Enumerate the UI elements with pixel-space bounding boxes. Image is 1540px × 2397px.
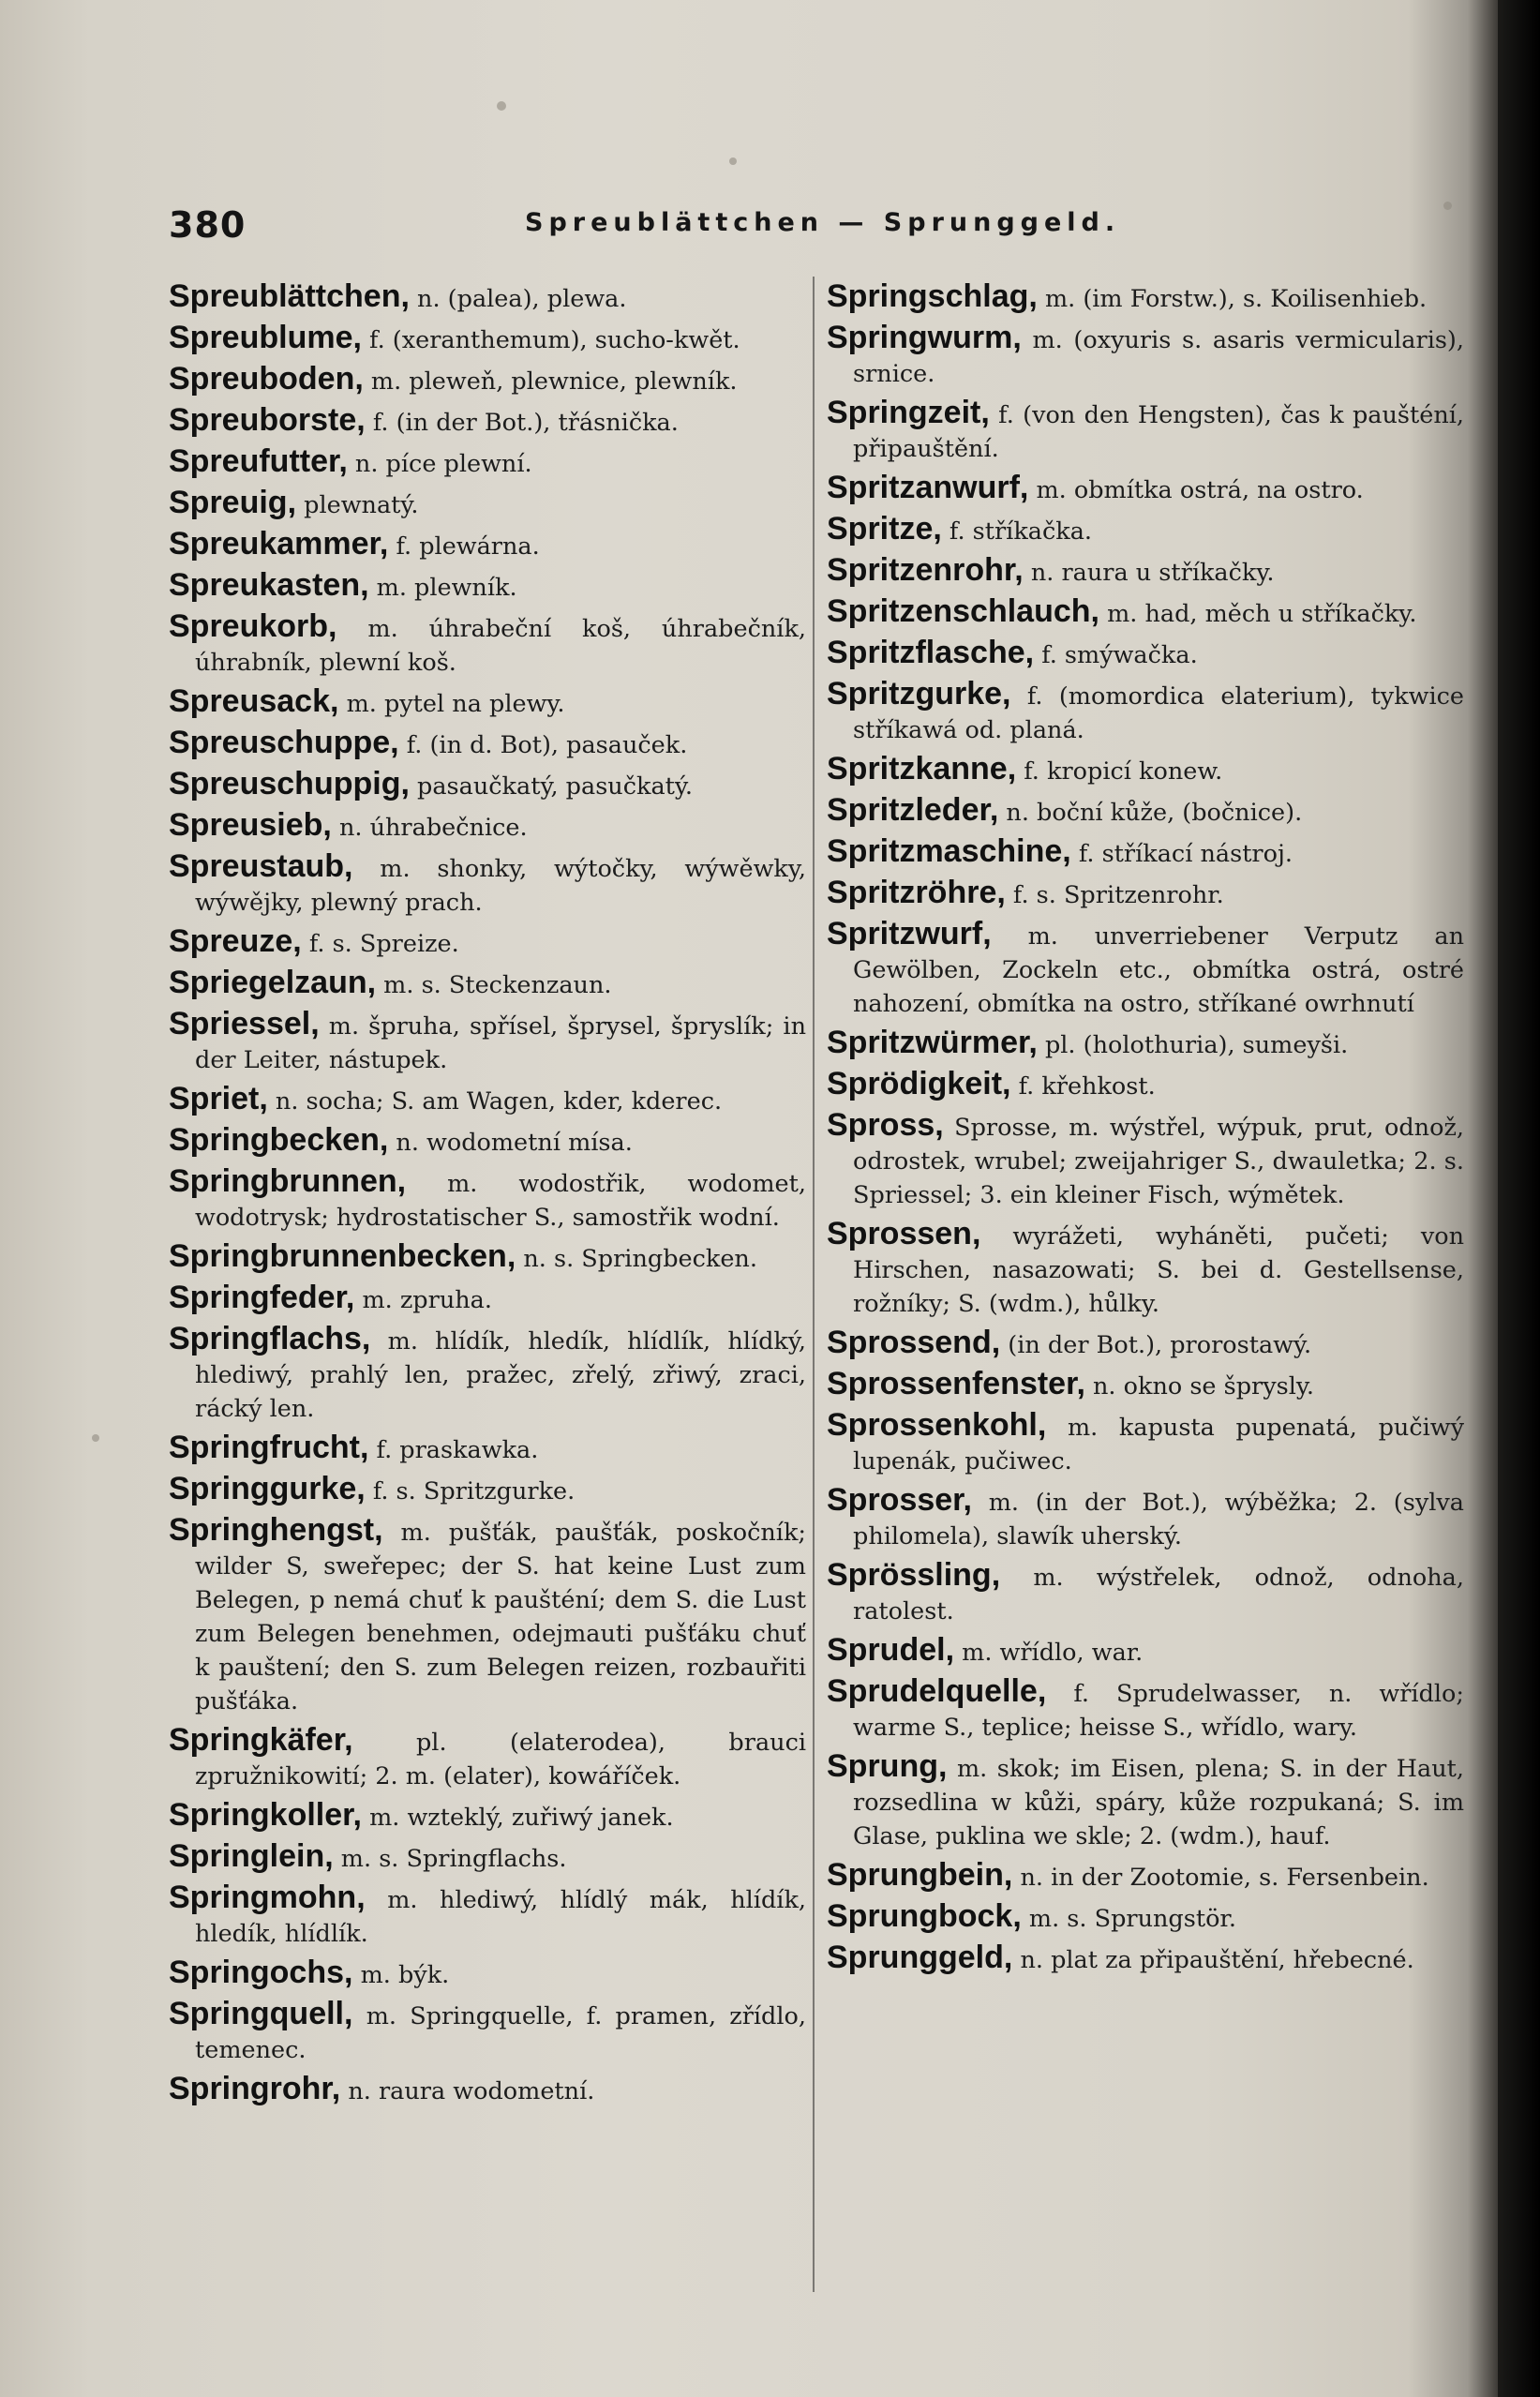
entry-definition: Sprosse, m. wýstřel, wýpuk, prut, odnož, odrostek, wrubel; zweijahriger S., dwauletka; 2. s. Spriessel; 3. ein kleiner Fisch, wýmětek. [853,1114,1465,1209]
entry-headword: Springbecken, [169,1122,389,1158]
entry-definition: m. s. Sprungstör. [1028,1905,1236,1933]
dictionary-entry [169,1880,806,1951]
entry-definition: f. s. Spreize. [308,930,459,958]
entry-headword: Sprunggeld, [827,1940,1013,1975]
dictionary-entry [169,568,806,605]
entry-definition: plewnatý. [304,491,419,519]
entry-definition: m. kapusta pupenatá, pučiwý lupenák, pučiwec. [853,1414,1464,1476]
entry-definition: f. (xeranthemum), sucho-kwět. [369,326,740,354]
dictionary-entry [169,279,806,316]
entry-headword: Spritzmaschine, [827,833,1071,869]
dictionary-entry [827,1026,1464,1062]
entry-definition: m. úhrabeční koš, úhrabečník, úhrabník, plewní koš. [195,615,807,677]
entry-headword: Spreuze, [169,923,302,959]
entry-headword: Springochs, [169,1955,353,1990]
entry-headword: Spreuschuppe, [169,725,399,760]
entry-headword: Spritzflasche, [827,635,1035,670]
entry-definition: n. wodometní mísa. [396,1129,633,1157]
entry-definition: n. úhrabečnice. [338,814,528,842]
entry-definition: m. pytel na plewy. [346,690,565,718]
entry-headword: Springbrunnenbecken, [169,1238,516,1274]
entry-definition: m. hlediwý, hlídlý mák, hlídík, hledík, hlídlík. [195,1886,807,1948]
column-divider [813,277,815,2292]
dictionary-entry [827,1858,1464,1895]
entry-headword: Spritzenschlauch, [827,593,1099,629]
dictionary-entry [169,1239,806,1276]
dictionary-entry [827,321,1464,391]
dictionary-entry [169,808,806,845]
entry-headword: Sprung, [827,1748,948,1784]
entry-headword: Spreuborste, [169,402,366,438]
entry-definition: f. (in der Bot.), třásnička. [372,409,679,437]
entry-headword: Sprungbock, [827,1898,1022,1934]
entry-definition: m. (im Forstw.), s. Koilisenhieb. [1044,285,1428,313]
dictionary-entry [169,684,806,721]
dictionary-entry [827,1674,1464,1745]
entry-headword: Spritzkanne, [827,751,1017,787]
entry-headword: Spriessel, [169,1006,320,1041]
entry-headword: Spreusack, [169,683,339,719]
entry-headword: Sprosser, [827,1482,972,1518]
entry-definition: f. stříkací nástroj. [1078,840,1293,868]
right-column [827,279,1464,1982]
dictionary-entry [827,1483,1464,1553]
entry-headword: Springbrunnen, [169,1163,407,1199]
dictionary-entry [169,1997,806,2067]
dictionary-entry [169,1839,806,1876]
entry-definition: n. socha; S. am Wagen, kder, kderec. [275,1087,723,1116]
dictionary-entry [827,1326,1464,1362]
entry-definition: n. (palea), plewa. [417,285,627,313]
entry-definition: m. wodostřik, wodomet, wodotrysk; hydrostatischer S., samostřik wodní. [195,1170,806,1232]
entry-headword: Spreuig, [169,485,297,520]
paper-speck [92,1434,99,1442]
entry-headword: Sprossenkohl, [827,1407,1047,1443]
dictionary-entry [169,403,806,440]
dictionary-entry [169,726,806,762]
entry-headword: Springhengst, [169,1512,383,1548]
entry-headword: Spreusieb, [169,807,332,843]
dictionary-entry [169,1007,806,1077]
paper-speck [1443,202,1452,210]
entry-definition: f. (momordica elaterium), tykwice stříkawá od. planá. [853,682,1465,744]
page-number: 380 [169,204,247,246]
entry-definition: f. praskawka. [376,1436,539,1464]
entry-definition: m. hlídík, hledík, hlídlík, hlídký, hlediwý, prahlý len, pražec, zřelý, zřiwý, zraci, rácký len. [195,1327,806,1423]
entry-definition: m. s. Steckenzaun. [383,971,612,999]
entry-headword: Sprössling, [827,1557,1001,1593]
entry-headword: Spreuschuppig, [169,766,410,801]
dictionary-entry [827,594,1464,631]
entry-headword: Springwurm, [827,320,1022,355]
entry-headword: Sprungbein, [827,1857,1013,1893]
dictionary-entry [827,1367,1464,1403]
entry-headword: Spritzleder, [827,792,999,828]
entry-definition: n. okno se šprysly. [1093,1372,1314,1401]
entry-definition: m. (in der Bot.), wýběžka; 2. (sylva philomela), slawík uherský. [853,1489,1464,1551]
entry-headword: Spritzröhre, [827,875,1006,910]
entry-definition: m. pušťák, paušťák, poskočník; wilder S, sweřepec; der S. hat keine Lust zum Belegen, p nemá chuť k paušténí; dem S. die Lust zum Belegen benehmen, odejmauti pušťáku chuť k pauštení; den S. zum Belegen reizen, rozbauřiti pušťáka. [195,1519,806,1715]
entry-definition: f. plewárna. [396,532,540,561]
entry-definition: m. pleweň, plewnice, plewník. [370,367,738,396]
entry-headword: Springzeit, [827,395,990,430]
dictionary-entry [827,677,1464,747]
dictionary-entry [827,1899,1464,1936]
entry-definition: m. skok; im Eisen, plena; S. in der Haut, rozsedlina w kůži, spáry, kůže rozpukaná; S. im Glase, puklina we skle; 2. (wdm.), hauf. [853,1755,1465,1850]
dictionary-entry [169,1723,806,1793]
entry-definition: f. (in d. Bot), pasauček. [406,731,688,759]
dictionary-entry [169,1123,806,1160]
dictionary-entry [827,636,1464,672]
dictionary-entry [169,609,806,680]
entry-headword: Springquell, [169,1996,353,2031]
entry-definition: m. wýstřelek, odnož, odnoha, ratolest. [853,1564,1464,1625]
entry-headword: Sprudel, [827,1632,955,1668]
entry-definition: n. in der Zootomie, s. Fersenbein. [1020,1864,1429,1892]
dictionary-entry [827,1067,1464,1103]
running-head: Spreublättchen — Sprunggeld. [525,208,1121,237]
left-column [169,279,806,2113]
dictionary-entry [827,396,1464,466]
entry-definition: f. s. Spritzenrohr. [1012,881,1224,909]
entry-headword: Springkäfer, [169,1722,353,1758]
entry-definition: n. raura wodometní. [348,2077,595,2105]
entry-headword: Springkoller, [169,1797,362,1833]
dictionary-entry [169,924,806,961]
entry-definition: f. (von den Hengsten), čas k paušténí, připauštění. [853,401,1465,463]
entry-definition: m. býk. [360,1961,450,1989]
entry-definition: wyrážeti, wyháněti, pučeti; von Hirschen, nasazowati; S. bei d. Gestellsense, rožníky; S. (wdm.), hůlky. [853,1222,1465,1318]
entry-headword: Spritzwurf, [827,916,992,951]
dictionary-entry [169,1281,806,1317]
dictionary-entry [169,527,806,563]
paper-speck [497,101,506,111]
dictionary-entry [169,1798,806,1835]
entry-definition: n. raura u stříkačky. [1030,559,1275,587]
dictionary-entry [827,1108,1464,1212]
entry-headword: Spreufutter, [169,443,348,479]
dictionary-entry [827,876,1464,912]
entry-headword: Spreukammer, [169,526,389,562]
dictionary-entry [169,1472,806,1508]
entry-headword: Springfrucht, [169,1430,369,1465]
entry-definition: m. plewník. [376,574,517,602]
entry-definition: pasaučkatý, pasučkatý. [417,772,694,801]
entry-headword: Spritzwürmer, [827,1025,1038,1060]
entry-definition: (in der Bot.), prorostawý. [1008,1331,1312,1359]
dictionary-entry [169,362,806,398]
dictionary-entry [169,1513,806,1718]
entry-definition: f. smýwačka. [1041,641,1198,669]
entry-headword: Spreukorb, [169,608,337,644]
entry-headword: Spriegelzaun, [169,965,377,1000]
entry-definition: f. křehkost. [1018,1072,1156,1101]
entry-headword: Springschlag, [827,278,1038,314]
entry-headword: Sprossen, [827,1216,981,1251]
entry-headword: Spritzgurke, [827,676,1011,712]
dictionary-entry [827,793,1464,830]
dictionary-entry [827,471,1464,507]
dictionary-entry [169,486,806,522]
entry-definition: f. kropicí konew. [1024,757,1223,786]
entry-headword: Springrohr, [169,2071,341,2106]
entry-definition: f. stříkačka. [949,517,1093,546]
dictionary-entry [827,279,1464,316]
dictionary-entry [169,444,806,481]
entry-headword: Spriet, [169,1081,268,1116]
dictionary-entry [169,966,806,1002]
dictionary-entry [827,512,1464,548]
dictionary-entry [169,1082,806,1118]
dictionary-entry [169,321,806,357]
dictionary-entry [827,1408,1464,1478]
entry-headword: Springgurke, [169,1471,366,1506]
entry-definition: m. unverriebener Verputz an Gewölben, Zockeln etc., obmítka ostrá, ostré nahození, obmítka na ostro, stříkané owrhnutí [853,922,1464,1018]
entry-definition: m. wzteklý, zuřiwý janek. [369,1804,674,1832]
entry-headword: Spreublättchen, [169,278,410,314]
entry-definition: m. s. Springflachs. [340,1845,567,1873]
entry-definition: n. píce plewní. [354,450,532,478]
entry-definition: n. boční kůže, (bočnice). [1006,799,1303,827]
entry-definition: n. s. Springbecken. [523,1245,757,1273]
dictionary-entry [827,1217,1464,1321]
dictionary-entry [827,1940,1464,1977]
dictionary-entry [827,553,1464,590]
entry-headword: Spritze, [827,511,942,547]
paper-speck [729,157,737,165]
dictionary-entry [827,1749,1464,1853]
entry-definition: f. Sprudelwasser, n. wřídlo; warme S., teplice; heisse S., wřídlo, wary. [853,1680,1465,1742]
entry-definition: m. had, měch u stříkačky. [1107,600,1417,628]
entry-headword: Springfeder, [169,1280,355,1315]
entry-definition: m. obmítka ostrá, na ostro. [1036,476,1364,504]
entry-definition: n. plat za připauštění, hřebecné. [1020,1946,1414,1974]
entry-definition: pl. (elaterodea), brauci zpružnikowití; 2. m. (elater), kowáříček. [195,1729,807,1790]
dictionary-entry [169,849,806,920]
entry-headword: Sprödigkeit, [827,1066,1011,1101]
entry-headword: Spreublume, [169,320,362,355]
entry-definition: m. (oxyuris s. asaris vermicularis), srnice. [853,326,1464,388]
entry-headword: Spreustaub, [169,848,353,884]
dictionary-entry [827,752,1464,788]
dictionary-entry [827,834,1464,871]
entry-definition: m. wřídlo, war. [962,1639,1144,1667]
entry-definition: pl. (holothuria), sumeyši. [1044,1031,1349,1059]
entry-definition: f. s. Spritzgurke. [372,1477,576,1506]
book-edge [1498,0,1540,2397]
dictionary-entry [169,1431,806,1467]
entry-headword: Sprossend, [827,1325,1001,1360]
dictionary-entry [827,1633,1464,1670]
entry-headword: Sprudelquelle, [827,1673,1047,1709]
entry-headword: Spross, [827,1107,944,1143]
entry-headword: Spreukasten, [169,567,369,603]
dictionary-entry [169,2072,806,2108]
entry-definition: m. zpruha. [362,1286,492,1314]
entry-headword: Spritzenrohr, [827,552,1024,588]
dictionary-entry [169,1322,806,1426]
dictionary-entry [169,767,806,803]
entry-definition: m. Springquelle, f. pramen, zřídlo, temenec. [195,2002,806,2064]
entry-headword: Springflachs, [169,1321,371,1356]
entry-headword: Springmohn, [169,1880,366,1915]
dictionary-entry [827,1558,1464,1628]
entry-definition: m. shonky, wýtočky, wýwěwky, wýwějky, plewný prach. [195,855,806,917]
dictionary-entry [827,917,1464,1021]
entry-headword: Springlein, [169,1838,334,1874]
entry-headword: Spreuboden, [169,361,364,397]
dictionary-entry [169,1955,806,1992]
entry-definition: m. špruha, spřísel, šprysel, špryslík; in der Leiter, nástupek. [195,1012,806,1074]
entry-headword: Spritzanwurf, [827,470,1029,505]
dictionary-entry [169,1164,806,1235]
entry-headword: Sprossenfenster, [827,1366,1085,1401]
